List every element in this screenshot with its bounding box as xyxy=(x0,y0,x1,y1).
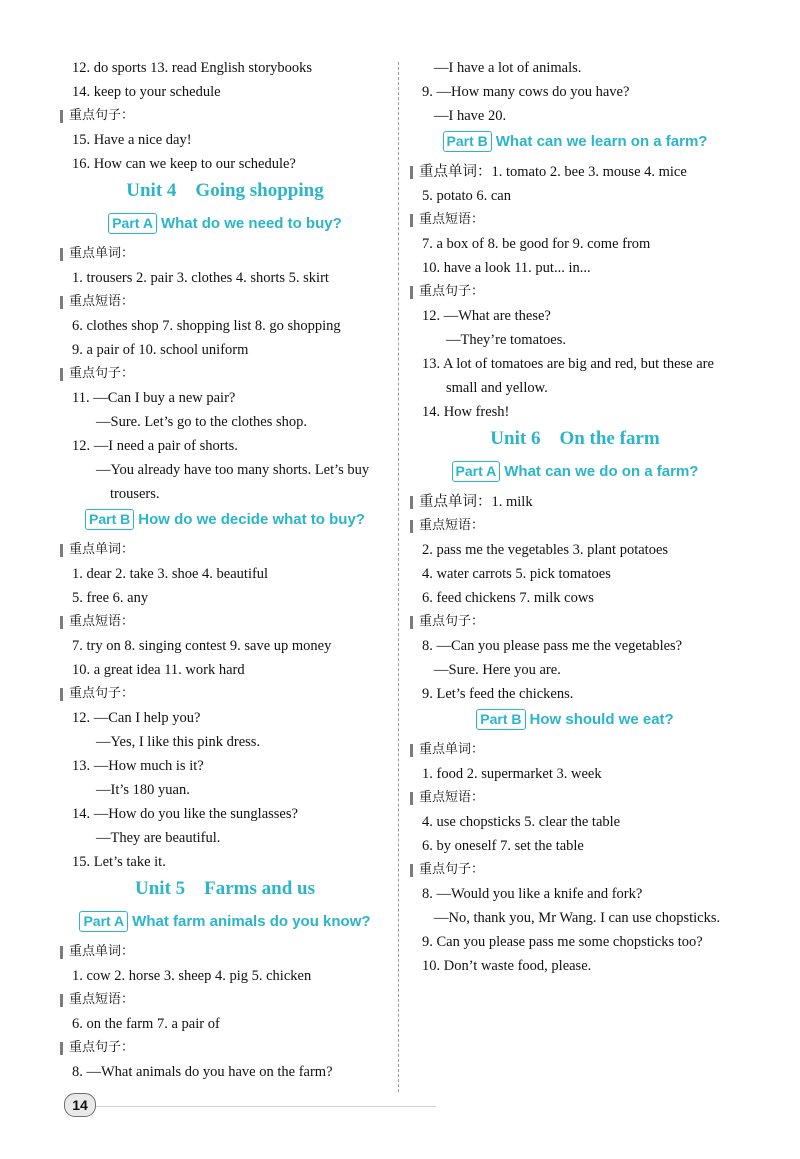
text-line: 4. use chopsticks 5. clear the table xyxy=(422,814,621,830)
text-line: 12. —I need a pair of shorts. xyxy=(72,438,238,454)
footer-rule xyxy=(96,1106,436,1107)
text-line: 5. potato 6. can xyxy=(422,188,511,204)
text-line: 12. —What are these? xyxy=(422,308,551,324)
section-label xyxy=(410,210,740,230)
text-line: 10. Don’t waste food, please. xyxy=(422,958,592,974)
column-divider xyxy=(398,62,399,1092)
unit-heading: Unit 5 Farms and us xyxy=(135,878,315,899)
text-line: 15. Have a nice day! xyxy=(72,132,192,148)
label-text: 重点句子： xyxy=(69,108,135,123)
label-text: 重点单词： xyxy=(69,542,135,557)
label-text: 重点短语： xyxy=(69,992,135,1007)
text-line: 6. clothes shop 7. shopping list 8. go shopping xyxy=(72,318,341,334)
text-line: 8. —What animals do you have on the farm? xyxy=(72,1064,333,1080)
section-label xyxy=(60,540,390,560)
label-bar xyxy=(60,946,63,959)
label-bar xyxy=(410,616,413,629)
text-line: 9. a pair of 10. school uniform xyxy=(72,342,249,358)
text-line: 10. a great idea 11. work hard xyxy=(72,662,245,678)
label-text: 重点短语： xyxy=(69,294,135,309)
text-line: 1. food 2. supermarket 3. week xyxy=(422,766,602,782)
label-bar xyxy=(410,166,413,179)
label-bar xyxy=(60,296,63,309)
text-line: —Sure. Here you are. xyxy=(434,662,561,678)
text-line: 2. pass me the vegetables 3. plant potatoes xyxy=(422,542,669,558)
text-line: 1. cow 2. horse 3. sheep 4. pig 5. chicken xyxy=(72,968,312,984)
part-badge: Part A xyxy=(79,911,128,932)
section-label xyxy=(410,740,740,760)
section-label xyxy=(410,516,740,536)
text-line: 16. How can we keep to our schedule? xyxy=(72,156,296,172)
section-label xyxy=(60,990,390,1010)
section-label xyxy=(60,1038,390,1058)
left-column xyxy=(60,58,390,1086)
label-bar xyxy=(60,368,63,381)
label-bar xyxy=(60,994,63,1007)
label-text: 重点句子： xyxy=(69,686,135,701)
section-label xyxy=(60,942,390,962)
text-line: small and yellow. xyxy=(446,380,548,396)
part-heading xyxy=(60,212,390,236)
part-badge: Part B xyxy=(85,509,134,530)
label-text: 重点短语： xyxy=(419,518,485,533)
part-title: How do we decide what to buy? xyxy=(138,511,365,528)
text-line: —It’s 180 yuan. xyxy=(96,782,190,798)
text-line: 13. —How much is it? xyxy=(72,758,204,774)
text-line: 10. have a look 11. put... in... xyxy=(422,260,591,276)
label-text: 重点单词： xyxy=(69,246,135,261)
text-line: 4. water carrots 5. pick tomatoes xyxy=(422,566,611,582)
text-line: 15. Let’s take it. xyxy=(72,854,166,870)
part-badge: Part A xyxy=(452,461,501,482)
part-title: What can we do on a farm? xyxy=(504,463,699,480)
section-label xyxy=(60,244,390,264)
label-bar xyxy=(60,1042,63,1055)
section-label xyxy=(410,612,740,632)
label-bar xyxy=(60,616,63,629)
label-bar xyxy=(60,248,63,261)
label-bar xyxy=(410,286,413,299)
text-line: 12. do sports 13. read English storybooks xyxy=(72,60,313,76)
part-heading xyxy=(60,508,390,532)
label-text: 重点单词：1. milk xyxy=(419,494,533,510)
section-label xyxy=(410,282,740,302)
text-line: 5. free 6. any xyxy=(72,590,149,606)
unit-heading: Unit 6 On the farm xyxy=(490,428,660,449)
text-line: 1. trousers 2. pair 3. clothes 4. shorts 5. skirt xyxy=(72,270,329,286)
label-text: 重点单词： xyxy=(69,944,135,959)
text-line: —They’re tomatoes. xyxy=(446,332,566,348)
text-line: 6. on the farm 7. a pair of xyxy=(72,1016,220,1032)
text-line: —You already have too many shorts. Let’s buy xyxy=(96,462,370,478)
section-label xyxy=(60,612,390,632)
text-line: —I have a lot of animals. xyxy=(434,60,582,76)
label-bar xyxy=(60,544,63,557)
label-text: 重点短语： xyxy=(419,790,485,805)
text-line: 12. —Can I help you? xyxy=(72,710,201,726)
page-number: 14 xyxy=(64,1093,96,1117)
label-text: 重点句子： xyxy=(419,614,485,629)
part-title: What can we learn on a farm? xyxy=(495,133,708,150)
section-label xyxy=(410,860,740,880)
label-bar xyxy=(410,496,413,509)
text-line: 1. dear 2. take 3. shoe 4. beautiful xyxy=(72,566,269,582)
section-label xyxy=(410,788,740,808)
text-line: 7. a box of 8. be good for 9. come from xyxy=(422,236,651,252)
text-line: 9. Can you please pass me some chopsticks too? xyxy=(422,934,703,950)
part-title: What farm animals do you know? xyxy=(132,913,371,930)
text-line: —Yes, I like this pink dress. xyxy=(96,734,261,750)
label-bar xyxy=(410,792,413,805)
label-text: 重点句子： xyxy=(69,1040,135,1055)
section-label xyxy=(60,364,390,384)
label-text: 重点句子： xyxy=(69,366,135,381)
part-badge: Part A xyxy=(108,213,157,234)
section-label xyxy=(410,162,740,182)
section-label xyxy=(60,292,390,312)
label-text: 重点短语： xyxy=(69,614,135,629)
label-text: 重点句子： xyxy=(419,284,485,299)
section-label xyxy=(60,106,390,126)
text-line: 9. —How many cows do you have? xyxy=(422,84,630,100)
text-line: 9. Let’s feed the chickens. xyxy=(422,686,574,702)
text-line: —I have 20. xyxy=(434,108,507,124)
part-badge: Part B xyxy=(476,709,525,730)
text-line: trousers. xyxy=(110,486,160,502)
unit-heading: Unit 4 Going shopping xyxy=(126,180,324,201)
part-badge: Part B xyxy=(443,131,492,152)
part-heading xyxy=(60,910,390,934)
label-bar xyxy=(410,214,413,227)
text-line: 14. —How do you like the sunglasses? xyxy=(72,806,298,822)
section-label xyxy=(410,492,740,512)
text-line: 13. A lot of tomatoes are big and red, but these are xyxy=(422,356,714,372)
part-heading xyxy=(410,708,740,732)
label-text: 重点句子： xyxy=(419,862,485,877)
part-heading xyxy=(410,460,740,484)
text-line: —They are beautiful. xyxy=(96,830,221,846)
section-label xyxy=(60,684,390,704)
text-line: 14. How fresh! xyxy=(422,404,510,420)
text-line: 14. keep to your schedule xyxy=(72,84,221,100)
label-bar xyxy=(410,520,413,533)
label-text: 重点单词：1. tomato 2. bee 3. mouse 4. mice xyxy=(419,164,687,180)
text-line: 11. —Can I buy a new pair? xyxy=(72,390,236,406)
right-column xyxy=(410,58,740,980)
text-line: 8. —Would you like a knife and fork? xyxy=(422,886,643,902)
text-line: 8. —Can you please pass me the vegetables? xyxy=(422,638,683,654)
text-line: 6. feed chickens 7. milk cows xyxy=(422,590,594,606)
text-line: —Sure. Let’s go to the clothes shop. xyxy=(96,414,308,430)
label-bar xyxy=(410,744,413,757)
text-line: 7. try on 8. singing contest 9. save up money xyxy=(72,638,332,654)
label-text: 重点单词： xyxy=(419,742,485,757)
label-text: 重点短语： xyxy=(419,212,485,227)
label-bar xyxy=(60,110,63,123)
part-title: What do we need to buy? xyxy=(160,215,342,232)
text-line: 6. by oneself 7. set the table xyxy=(422,838,584,854)
part-title: How should we eat? xyxy=(529,711,674,728)
part-heading xyxy=(410,130,740,154)
label-bar xyxy=(60,688,63,701)
text-line: —No, thank you, Mr Wang. I can use chopsticks. xyxy=(434,910,721,926)
label-bar xyxy=(410,864,413,877)
